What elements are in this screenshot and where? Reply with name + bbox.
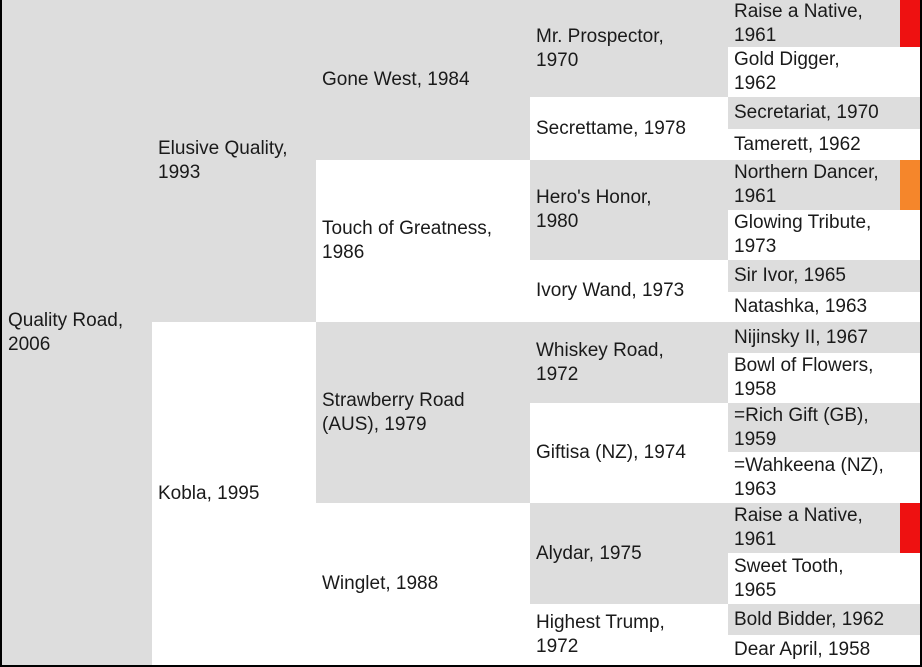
- gen5-name: Gold Digger, 1962: [734, 49, 840, 94]
- gen5-cell: [728, 0, 922, 49]
- gen5-name: Secretariat, 1970: [734, 102, 879, 123]
- sire-cell: [152, 0, 318, 324]
- gen4-name: Giftisa (NZ), 1974: [536, 442, 686, 463]
- gen5-name: Natashka, 1963: [734, 296, 868, 317]
- gen5-cell: [728, 292, 922, 324]
- gen5-name: Raise a Native, 1961: [734, 0, 863, 46]
- gen5-cell: [728, 353, 922, 405]
- gen4-name: Secrettame, 1978: [536, 117, 686, 139]
- gen5-name: Dear April, 1958: [734, 639, 871, 660]
- gen5-cell: [728, 635, 922, 667]
- gen5-name: =Rich Gift (GB), 1959: [734, 404, 869, 450]
- gen5-cell: [728, 210, 922, 262]
- sire-sire-name: Gone West, 1984: [322, 69, 470, 90]
- gen4-name: Mr. Prospector, 1970: [536, 25, 664, 71]
- sire-name: Elusive Quality, 1993: [158, 138, 288, 183]
- gen5-cell: [728, 97, 922, 131]
- subject-horse-cell: [2, 0, 154, 667]
- gen4-cell: [530, 97, 730, 162]
- gen5-name: Tamerett, 1962: [734, 133, 861, 155]
- gen5-cell: [728, 160, 922, 212]
- gen4-cell: [530, 322, 730, 405]
- subject-horse-name: Quality Road, 2006: [8, 309, 124, 355]
- gen5-cell: [728, 47, 922, 99]
- gen5-name: Sir Ivor, 1965: [734, 265, 846, 286]
- gen5-cell: [728, 260, 922, 294]
- inbreeding-marker-orange: [900, 160, 920, 210]
- gen5-name: Northern Dancer, 1961: [734, 162, 879, 207]
- gen4-name: Hero's Honor, 1980: [536, 187, 652, 232]
- gen5-cell: [728, 503, 922, 555]
- gen4-cell: [530, 260, 730, 324]
- gen5-cell: [728, 452, 922, 505]
- gen5-cell: [728, 129, 922, 162]
- gen4-cell: [530, 0, 730, 99]
- gen5-name: Sweet Tooth, 1965: [734, 555, 844, 601]
- dam-sire-cell: [316, 322, 532, 505]
- gen4-cell: [530, 160, 730, 262]
- dam-cell: [152, 322, 318, 667]
- inbreeding-marker-red: [900, 503, 920, 553]
- gen5-cell: [728, 553, 922, 606]
- gen4-cell: [530, 403, 730, 505]
- gen5-name: Bold Bidder, 1962: [734, 608, 885, 630]
- gen4-name: Highest Trump, 1972: [536, 611, 665, 657]
- gen4-cell: [530, 604, 730, 667]
- dam-name: Kobla, 1995: [158, 482, 260, 504]
- dam-sire-name: Strawberry Road (AUS), 1979: [322, 389, 465, 435]
- gen4-cell: [530, 503, 730, 606]
- gen5-cell: [728, 322, 922, 355]
- inbreeding-marker-red: [900, 0, 920, 47]
- gen5-name: Nijinsky II, 1967: [734, 326, 869, 348]
- gen5-cell: [728, 604, 922, 637]
- sire-sire-cell: [316, 0, 532, 162]
- gen4-name: Ivory Wand, 1973: [536, 280, 685, 301]
- gen4-name: Alydar, 1975: [536, 542, 642, 564]
- gen5-name: Raise a Native, 1961: [734, 505, 863, 550]
- sire-dam-name: Touch of Greatness, 1986: [322, 218, 493, 263]
- dam-dam-cell: [316, 503, 532, 667]
- gen4-name: Whiskey Road, 1972: [536, 339, 664, 385]
- gen5-name: Bowl of Flowers, 1958: [734, 355, 874, 400]
- dam-dam-name: Winglet, 1988: [322, 573, 439, 594]
- sire-dam-cell: [316, 160, 532, 324]
- gen5-name: Glowing Tribute, 1973: [734, 212, 872, 257]
- gen5-cell: [728, 403, 922, 454]
- gen5-name: =Wahkeena (NZ), 1963: [734, 454, 884, 500]
